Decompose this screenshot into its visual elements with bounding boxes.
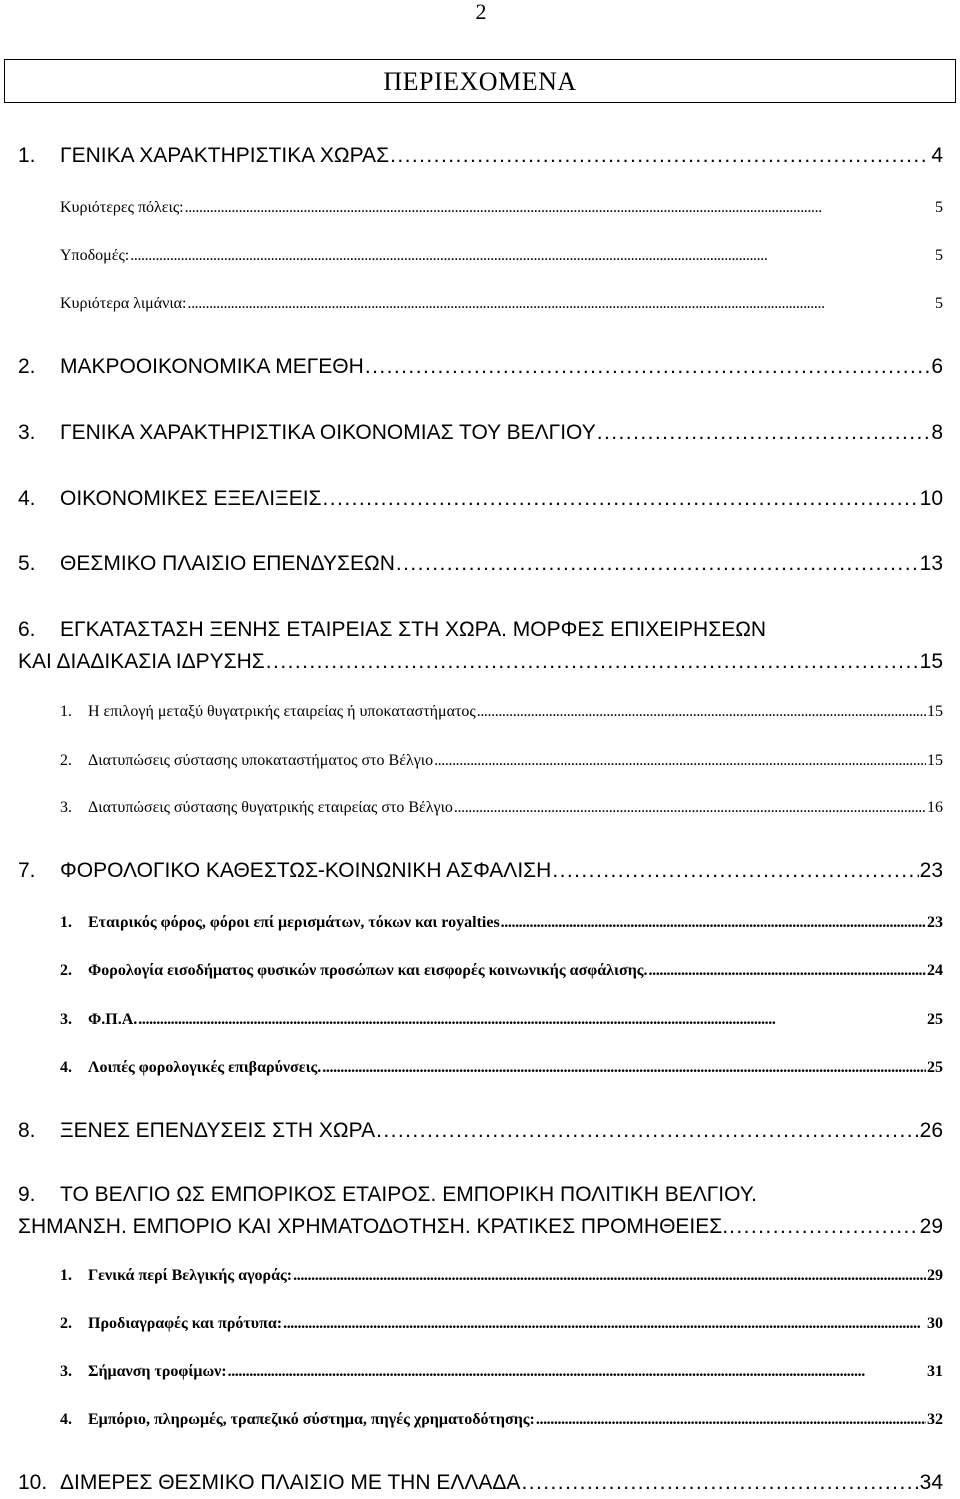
toc-entry-10[interactable] (18, 1470, 943, 1496)
dot-leader (365, 354, 931, 380)
toc-text: ΕΓΚΑΤΑΣΤΑΣΗ ΞΕΝΗΣ ΕΤΑΙΡΕΙΑΣ ΣΤΗ ΧΩΡΑ. ΜΟΡΦΕΣ ΕΠΙΧΕΙΡΗΣΕΩΝ (60, 618, 767, 641)
toc-entry-infrastructure[interactable] (60, 246, 943, 266)
toc-number: 8. (18, 1119, 36, 1142)
toc-page: 34 (919, 1471, 943, 1494)
toc-entry-9-2[interactable] (60, 1314, 943, 1334)
toc-number: 7. (18, 859, 36, 882)
dot-leader (323, 486, 919, 512)
toc-text: ΘΕΣΜΙΚΟ ΠΛΑΙΣΙΟ ΕΠΕΝΔΥΣΕΩΝ (60, 552, 395, 575)
dot-leader (454, 798, 926, 818)
toc-text: ΓΕΝΙΚΑ ΧΑΡΑΚΤΗΡΙΣΤΙΚΑ ΧΩΡΑΣ (60, 144, 390, 167)
toc-page: 30 (927, 1315, 943, 1332)
dot-leader (536, 1410, 926, 1430)
toc-number: 1. (60, 703, 72, 720)
toc-entry-9-4[interactable] (60, 1410, 943, 1430)
dot-leader (376, 1118, 919, 1144)
dot-leader (130, 246, 934, 266)
toc-entry-7-4[interactable] (60, 1058, 943, 1078)
dot-leader (729, 1211, 919, 1243)
toc-page: 31 (927, 1363, 943, 1380)
toc-entry-9[interactable] (18, 1179, 943, 1243)
dot-leader (228, 1362, 926, 1382)
toc-number: 2. (60, 1315, 72, 1332)
dot-leader (521, 1470, 918, 1496)
toc-entry-1[interactable] (18, 143, 943, 169)
toc-page: 23 (919, 859, 943, 882)
toc-text: ΞΕΝΕΣ ΕΠΕΝΔΥΣΕΙΣ ΣΤΗ ΧΩΡΑ (60, 1119, 376, 1142)
dot-leader (552, 858, 918, 884)
toc-page: 5 (935, 199, 943, 216)
toc-page: 15 (927, 703, 943, 720)
toc-entry-9-1[interactable] (60, 1266, 943, 1286)
toc-text: Εμπόριο, πληρωμές, τραπεζικό σύστημα, πηγές χρηματοδότησης: (88, 1411, 535, 1428)
toc-text: Υποδομές: (60, 247, 130, 264)
toc-page: 13 (919, 552, 943, 575)
toc-entry-8[interactable] (18, 1118, 943, 1144)
toc-number: 3. (60, 1011, 72, 1028)
toc-text: Γενικά περί Βελγικής αγοράς: (88, 1267, 293, 1284)
toc-text: Προδιαγραφές και πρότυπα: (88, 1315, 283, 1332)
toc-entry-7[interactable] (18, 858, 943, 884)
toc-number: 2. (60, 752, 72, 769)
toc-text: Φορολογία εισοδήματος φυσικών προσώπων και εισφορές κοινωνικής ασφάλισης. (88, 962, 648, 979)
toc-page: 6 (931, 355, 943, 378)
dot-leader (138, 1010, 926, 1030)
toc-entry-7-3[interactable] (60, 1010, 943, 1030)
toc-page: 23 (927, 914, 943, 931)
toc-number: 1. (18, 144, 36, 167)
toc-entry-9-3[interactable] (60, 1362, 943, 1382)
dot-leader (501, 913, 926, 933)
dot-leader (434, 751, 926, 771)
toc-number: 2. (60, 962, 72, 979)
toc-text: ΓΕΝΙΚΑ ΧΑΡΑΚΤΗΡΙΣΤΙΚΑ ΟΙΚΟΝΟΜΙΑΣ ΤΟΥ ΒΕΛΓΙΟΥ (60, 421, 596, 444)
toc-number: 4. (60, 1059, 72, 1076)
toc-text: ΦΟΡΟΛΟΓΙΚΟ ΚΑΘΕΣΤΩΣ-ΚΟΙΝΩΝΙΚΗ ΑΣΦΑΛΙΣΗ (60, 859, 552, 882)
toc-page: 5 (935, 247, 943, 264)
toc-number: 9. (18, 1183, 36, 1206)
toc-text: Σήμανση τροφίμων: (88, 1363, 227, 1380)
toc-page: 15 (919, 650, 943, 673)
page-number: 2 (475, 0, 487, 24)
dot-leader (649, 961, 926, 981)
toc-entry-7-2[interactable] (60, 961, 943, 981)
toc-number: 5. (18, 552, 36, 575)
toc-text: Διατυπώσεις σύστασης θυγατρικής εταιρείας στο Βέλγιο (88, 799, 453, 816)
dot-leader (266, 646, 919, 678)
toc-number: 6. (18, 618, 36, 641)
toc-number: 3. (60, 799, 72, 816)
toc-text: Κυριότερες πόλεις: (60, 199, 184, 216)
toc-entry-7-1[interactable] (60, 913, 943, 933)
toc-page: 29 (927, 1267, 943, 1284)
toc-page: 5 (935, 295, 943, 312)
toc-text-continued: ΚΑΙ ΔΙΑΔΙΚΑΣΙΑ ΙΔΡΥΣΗΣ (18, 650, 265, 673)
toc-text: ΤΟ ΒΕΛΓΙΟ ΩΣ ΕΜΠΟΡΙΚΟΣ ΕΤΑΙΡΟΣ. ΕΜΠΟΡΙΚΗ ΠΟΛΙΤΙΚΗ ΒΕΛΓΙΟΥ. (60, 1183, 757, 1206)
toc-number: 1. (60, 914, 72, 931)
toc-text: Κυριότερα λιμάνια: (60, 295, 187, 312)
toc-entry-main-ports[interactable] (60, 294, 943, 314)
page-title: ΠΕΡΙΕΧΟΜΕΝΑ (383, 67, 577, 96)
toc-number: 2. (18, 355, 36, 378)
toc-entry-main-cities[interactable] (60, 198, 943, 218)
toc-text: Φ.Π.Α. (88, 1011, 138, 1028)
dot-leader (390, 143, 930, 169)
toc-number: 3. (60, 1363, 72, 1380)
toc-number: 1. (60, 1267, 72, 1284)
dot-leader (293, 1266, 926, 1286)
toc-page: 16 (927, 799, 943, 816)
toc-page: 24 (927, 962, 943, 979)
dot-leader (322, 1058, 926, 1078)
dot-leader (477, 702, 926, 722)
toc-text: Εταιρικός φόρος, φόροι επί μερισμάτων, τόκων και royalties (88, 914, 500, 931)
toc-page: 32 (927, 1411, 943, 1428)
toc-text: ΔΙΜΕΡΕΣ ΘΕΣΜΙΚΟ ΠΛΑΙΣΙΟ ΜΕ ΤΗΝ ΕΛΛΑΔΑ (60, 1471, 521, 1494)
toc-page: 25 (927, 1011, 943, 1028)
toc-number: 10. (18, 1471, 48, 1494)
toc-entry-2[interactable] (18, 354, 943, 380)
toc-page: 10 (919, 487, 943, 510)
toc-text: ΟΙΚΟΝΟΜΙΚΕΣ ΕΞΕΛΙΞΕΙΣ (60, 487, 322, 510)
toc-entry-6[interactable] (18, 614, 943, 678)
toc-entry-4[interactable] (18, 486, 943, 512)
dot-leader (597, 420, 931, 446)
toc-page: 26 (919, 1119, 943, 1142)
toc-page: 25 (927, 1059, 943, 1076)
toc-entry-3[interactable] (18, 420, 943, 446)
toc-page: 15 (927, 752, 943, 769)
toc-text: Η επιλογή μεταξύ θυγατρικής εταιρείας ή υποκαταστήματος (88, 703, 476, 720)
toc-number: 4. (60, 1411, 72, 1428)
dot-leader (187, 294, 934, 314)
toc-entry-6-1[interactable] (60, 702, 943, 722)
toc-entry-6-3[interactable] (60, 798, 943, 818)
toc-page: 8 (931, 421, 943, 444)
toc-text: Διατυπώσεις σύστασης υποκαταστήματος στο Βέλγιο (88, 752, 434, 769)
toc-text-continued: ΣΗΜΑΝΣΗ. ΕΜΠΟΡΙΟ ΚΑΙ ΧΡΗΜΑΤΟΔΟΤΗΣΗ. ΚΡΑΤΙΚΕΣ ΠΡΟΜΗΘΕΙΕΣ. (18, 1215, 729, 1238)
toc-page: 4 (931, 144, 943, 167)
toc-text: Λοιπές φορολογικές επιβαρύνσεις. (88, 1059, 322, 1076)
toc-number: 3. (18, 421, 36, 444)
toc-page: 29 (919, 1215, 943, 1238)
toc-entry-5[interactable] (18, 551, 943, 577)
dot-leader (185, 198, 934, 218)
dot-leader (396, 551, 919, 577)
toc-number: 4. (18, 487, 36, 510)
dot-leader (283, 1314, 926, 1334)
toc-text: ΜΑΚΡΟΟΙΚΟΝΟΜΙΚΑ ΜΕΓΕΘΗ (60, 355, 364, 378)
toc-entry-6-2[interactable] (60, 751, 943, 771)
